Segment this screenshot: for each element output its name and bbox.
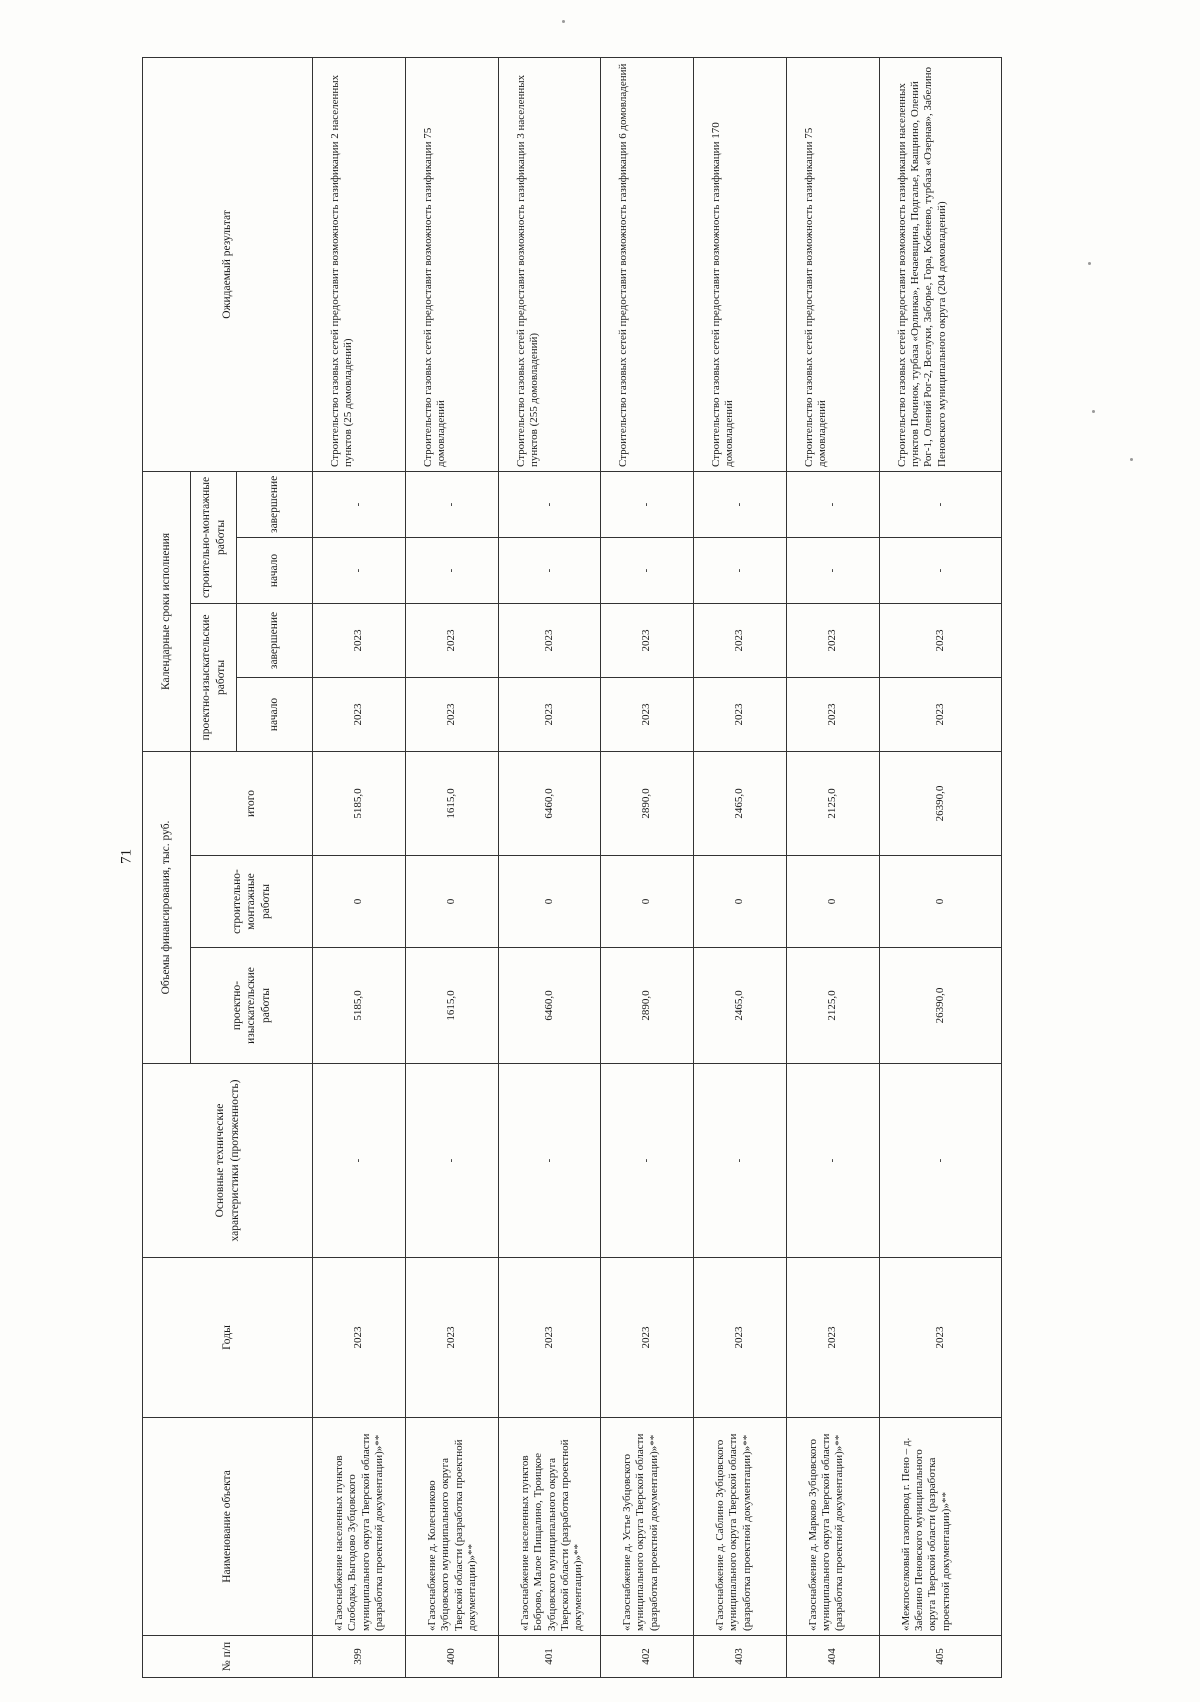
design-end: 2023 <box>313 603 406 677</box>
schedule-group-header: Календарные сроки исполнения <box>143 471 191 751</box>
construct-start: - <box>600 537 693 603</box>
col-tech-header: Основные технические характеристики (протяженность) <box>143 1064 313 1258</box>
design-start: 2023 <box>786 677 879 751</box>
construct-start: - <box>498 537 600 603</box>
construct-start: - <box>693 537 786 603</box>
col-name-header: Наименование объекта <box>143 1418 313 1636</box>
fin-design: 6460,0 <box>498 948 600 1064</box>
fin-total: 5185,0 <box>313 751 406 855</box>
sch-construct-end-header: завершение <box>237 471 313 537</box>
table-row <box>313 57 406 1677</box>
year: 2023 <box>879 1258 1001 1418</box>
scan-speck <box>1092 410 1095 413</box>
construct-end: - <box>498 471 600 537</box>
construct-end: - <box>313 471 406 537</box>
fin-design: 2890,0 <box>600 948 693 1064</box>
fin-total: 2465,0 <box>693 751 786 855</box>
tech-spec: - <box>879 1064 1001 1258</box>
object-name: «Газоснабжение д. Саблино Зубцовского муниципального округа Тверской области (разработка проектной документации)»** <box>693 1418 786 1636</box>
fin-total: 26390,0 <box>879 751 1001 855</box>
table-row <box>786 57 879 1677</box>
fin-construct: 0 <box>693 856 786 948</box>
design-start: 2023 <box>693 677 786 751</box>
fin-design: 2125,0 <box>786 948 879 1064</box>
sch-design-header: проектно-изыскательские работы <box>191 603 237 751</box>
object-name: «Газоснабжение д. Устье Зубцовского муниципального округа Тверской области (разработка проектной документации)»** <box>600 1418 693 1636</box>
fin-design: 26390,0 <box>879 948 1001 1064</box>
gasification-table <box>142 57 1002 1678</box>
design-start: 2023 <box>313 677 406 751</box>
object-name: «Газоснабжение населенных пунктов Боброво, Малое Пищалино, Троицкое Зубцовского муниципального округа Тверской области (разработка проектной документации)»** <box>498 1418 600 1636</box>
year: 2023 <box>786 1258 879 1418</box>
expected-result: Строительство газовых сетей предоставит возможность газификации 170 домовладений <box>693 57 786 471</box>
design-start: 2023 <box>879 677 1001 751</box>
fin-construct: 0 <box>313 856 406 948</box>
fin-construct: 0 <box>498 856 600 948</box>
table-row <box>498 57 600 1677</box>
year: 2023 <box>600 1258 693 1418</box>
tech-spec: - <box>313 1064 406 1258</box>
year: 2023 <box>405 1258 498 1418</box>
scan-speck <box>1088 262 1091 265</box>
construct-end: - <box>405 471 498 537</box>
expected-result: Строительство газовых сетей предоставит возможность газификации 6 домовладений <box>600 57 693 471</box>
design-end: 2023 <box>879 603 1001 677</box>
construct-start: - <box>405 537 498 603</box>
object-name: «Газоснабжение д. Колесниково Зубцовского муниципального округа Тверской области (разработка проектной документации)»** <box>405 1418 498 1636</box>
fin-design: 1615,0 <box>405 948 498 1064</box>
header-row-top <box>143 57 191 1677</box>
table-row <box>600 57 693 1677</box>
tech-spec: - <box>498 1064 600 1258</box>
rotated-table-wrapper <box>142 58 1002 1678</box>
construct-start: - <box>879 537 1001 603</box>
row-num: 404 <box>786 1636 879 1678</box>
table-row <box>879 57 1001 1677</box>
construct-start: - <box>313 537 406 603</box>
table-row <box>405 57 498 1677</box>
table-row <box>693 57 786 1677</box>
expected-result: Строительство газовых сетей предоставит возможность газификации 2 населенных пунктов (25 домовладений) <box>313 57 406 471</box>
expected-result: Строительство газовых сетей предоставит возможность газификации 75 домовладений <box>786 57 879 471</box>
fin-design: 5185,0 <box>313 948 406 1064</box>
expected-result: Строительство газовых сетей предоставит возможность газификации 3 населенных пунктов (255 домовладений) <box>498 57 600 471</box>
page-number: 71 <box>118 849 135 864</box>
fin-construct: 0 <box>786 856 879 948</box>
fin-construct: 0 <box>405 856 498 948</box>
row-num: 399 <box>313 1636 406 1678</box>
sch-design-end-header: завершение <box>237 603 313 677</box>
design-end: 2023 <box>693 603 786 677</box>
object-name: «Газоснабжение населенных пунктов Слободка, Выгодово Зубцовского муниципального округа Тверской области (разработка проектной документации)»** <box>313 1418 406 1636</box>
col-years-header: Годы <box>143 1258 313 1418</box>
design-end: 2023 <box>405 603 498 677</box>
construct-end: - <box>693 471 786 537</box>
row-num: 402 <box>600 1636 693 1678</box>
expected-result: Строительство газовых сетей предоставит возможность газификации 75 домовладений <box>405 57 498 471</box>
fin-total: 2890,0 <box>600 751 693 855</box>
expected-result: Строительство газовых сетей предоставит возможность газификации населенных пунктов Починок, турбаза «Орлинка», Нечаевщина, Подгалье, Кващнино, Олений Рог-1, Олений Рог-2, Вселуки, Заборье, Гора, Кобенево, турбаза «Озерная», Забелино Пеновского муниципального округа (204 домовладений) <box>879 57 1001 471</box>
tech-spec: - <box>693 1064 786 1258</box>
design-start: 2023 <box>405 677 498 751</box>
year: 2023 <box>313 1258 406 1418</box>
sch-construct-header: строительно-монтажные работы <box>191 471 237 603</box>
fin-construct: 0 <box>600 856 693 948</box>
fin-total: 1615,0 <box>405 751 498 855</box>
row-num: 405 <box>879 1636 1001 1678</box>
scan-speck <box>1130 458 1133 461</box>
finance-group-header: Объемы финансирования, тыс. руб. <box>143 751 191 1063</box>
fin-design-header: проектно-изыскательские работы <box>191 948 313 1064</box>
sch-design-start-header: начало <box>237 677 313 751</box>
fin-construct-header: строительно-монтажные работы <box>191 856 313 948</box>
sch-construct-start-header: начало <box>237 537 313 603</box>
fin-total: 2125,0 <box>786 751 879 855</box>
object-name: «Межпоселковый газопровод г. Пено – д. Забелино Пеновского муниципального округа Тверской области (разработка проектной документации)»** <box>879 1418 1001 1636</box>
fin-design: 2465,0 <box>693 948 786 1064</box>
design-end: 2023 <box>498 603 600 677</box>
design-end: 2023 <box>600 603 693 677</box>
construct-end: - <box>786 471 879 537</box>
col-result-header: Ожидаемый результат <box>143 57 313 471</box>
col-num-header: № п/п <box>143 1636 313 1678</box>
construct-start: - <box>786 537 879 603</box>
tech-spec: - <box>786 1064 879 1258</box>
object-name: «Газоснабжение д. Марково Зубцовского муниципального округа Тверской области (разработка проектной документации)»** <box>786 1418 879 1636</box>
design-start: 2023 <box>600 677 693 751</box>
design-end: 2023 <box>786 603 879 677</box>
scan-speck <box>562 20 565 23</box>
fin-total-header: итого <box>191 751 313 855</box>
row-num: 401 <box>498 1636 600 1678</box>
row-num: 400 <box>405 1636 498 1678</box>
construct-end: - <box>879 471 1001 537</box>
year: 2023 <box>498 1258 600 1418</box>
design-start: 2023 <box>498 677 600 751</box>
year: 2023 <box>693 1258 786 1418</box>
fin-construct: 0 <box>879 856 1001 948</box>
tech-spec: - <box>600 1064 693 1258</box>
construct-end: - <box>600 471 693 537</box>
row-num: 403 <box>693 1636 786 1678</box>
fin-total: 6460,0 <box>498 751 600 855</box>
tech-spec: - <box>405 1064 498 1258</box>
